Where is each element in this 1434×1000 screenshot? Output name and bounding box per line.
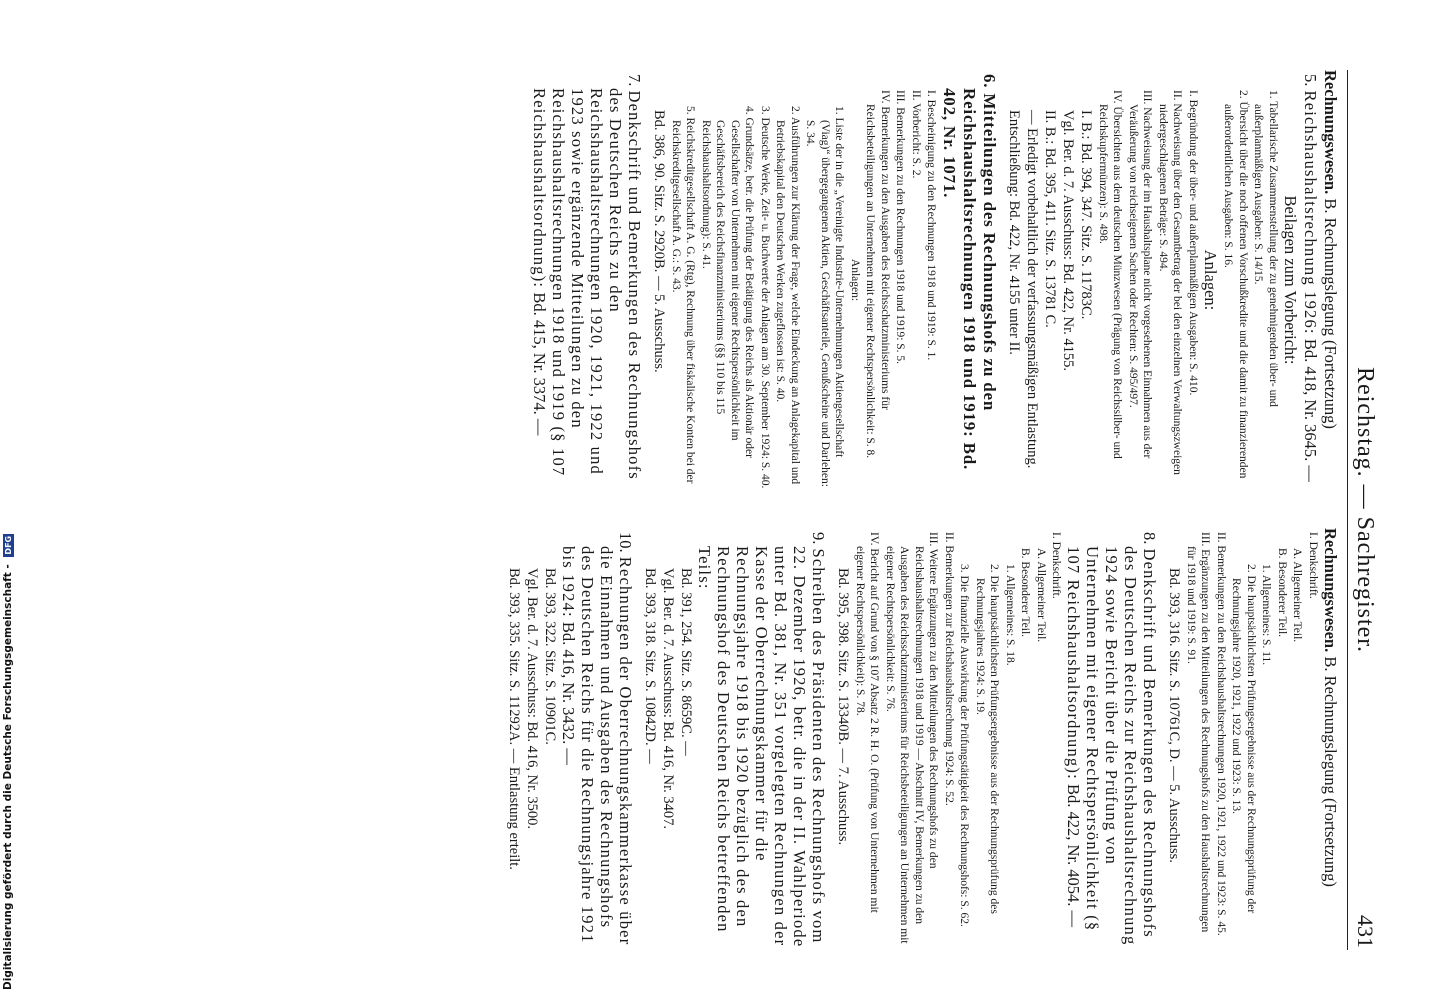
anlage-item: 4. Grundsätze, betr. die Prüfung der Betätigung des Reichs als Aktionär oder Gesellschafter von Unternehmen mit eigener Rechtspersönlichkeit im Geschäftsbereich des Reichsfinanzministeriums (§§ 110 bis 115 Reichshaushaltsordnung): S. 41.: [700, 106, 756, 458]
right-column: [505, 528, 1341, 948]
citation: Bd. 395, 398. Sitz. S. 13340B. — 7. Ausschuss.: [835, 568, 852, 846]
outline-item: II. Bemerkungen zu den Reichshaushaltsrechnungen 1920, 1921, 1922 und 1923: S. 45.: [1215, 532, 1227, 936]
entry-9-text: Schreiben des Präsidenten des Rechnungshofs vom 22. Dezember 1926, betr. die in der II. Wahlperiode unter Bd. 381, Nr. 351 vorgelegten Rechnungen der Kasse der Oberrechnungskammer für die Rechnungsjahre 1918 bis 1920 bezüglich des den Rechnungshof des Deutschen Reichs betreffenden Teils:: [695, 546, 829, 948]
anlage-item: 5. Reichskreditgesellschaft A. G. (Rtg), Rechnung über fiskalische Konten bei der Reichskreditgesellschaft A. G.: S. 43.: [670, 106, 697, 484]
section-heading-rest: B. Rechnungslegung (Fortsetzung): [1321, 656, 1340, 887]
outline-item: 1. Allgemeines: S. 18.: [1004, 564, 1016, 666]
citation: Bd. 393, 316. Sitz. S. 10761C, D. — 5. Ausschuss.: [1166, 568, 1183, 863]
outline-item: A. Allgemeiner Teil.: [1035, 548, 1047, 643]
anlage-item: 3. Deutsche Werke, Zeit- u. Buchwerte der Anlagen am 30. September 1924: S. 40.: [759, 106, 771, 489]
citation: Bd. 393, 322. Sitz. S. 10901C.: [542, 568, 559, 745]
outline-item: I. Denkschrift.: [1307, 532, 1319, 599]
entry-6-title: Mitteilungen des Rechnungshofs zu den Reichshaushaltsrechnungen 1918 und 1919:: [960, 88, 1000, 438]
entry-5-ref: Bd. 418, Nr. 3645. —: [1301, 338, 1320, 482]
digitization-note: [2, 534, 14, 990]
entry-7-text: Denkschrift und Bemerkungen des Rechnungshofs des Deutschen Reichs zu den Reichshaushaltsrechnungen 1920, 1921, 1922 und 1923 sowie ergänzende Mitteilungen zu den Reichshaushaltsrechnungen 1918 und 1919 (§ 107 Reichshaushaltsordnung):: [530, 88, 645, 480]
beilagen-heading: Beilagen zum Vorbericht:: [1281, 195, 1300, 365]
outline-item: B. Besonderer Teil.: [1019, 548, 1032, 638]
running-header: [1347, 70, 1382, 950]
running-title: Reichstag. — Sachregister.: [1352, 367, 1378, 653]
outline-item: III. Weitere Ergänzungen zu den Mitteilungen des Rechnungshofs zu den Reichshaushaltsrechnungen 1918 und 1919 — Abschnitt IV, Bemerkungen zu den Ausgaben des Reichsschatzministeriums für Reichsbeteiligungen an Unternehmen mit eigener Rechtspersönlichkeit: S. 76.: [884, 532, 940, 944]
entry-7: 7. Denkschrift und Bemerkungen des Rechnungshofs des Deutschen Reichs zu den Reichshaushaltsrechnungen 1920, 1921, 1922 und 1923 sowie ergänzende Mitteilungen zu den Reichshaushaltsrechnungen 1918 und 1919 (§ 107 Reichshaushaltsordnung): Bd. 415, Nr. 3374. —: [530, 74, 645, 480]
entry-10: 10. Rechnungen der Oberrechnungskammerkasse über die Einnahmen und Ausgaben des Rechnungshofs des Deutschen Reichs für die Rechnungsjahre 1921 bis 1924: Bd. 416, Nr. 3432. —: [559, 532, 636, 946]
part-item: III. Bemerkungen zu den Rechnungen 1918 und 1919: S. 5.: [894, 90, 907, 365]
citation: Vgl. Ber. d. 7. Ausschuss: Bd. 416, Nr. 3407.: [660, 568, 677, 830]
beilage-item: 2. Übersicht über die noch offenen Vorschußkredite und die damit zu finanzierenden außerordentlichen Ausgaben: S. 16.: [1222, 90, 1249, 479]
part-item: IV. Bemerkungen zu den Ausgaben des Reichsschatzministeriums für Reichsbeteiligungen an Unternehmen mit eigener Rechtspersönlichkeit: S. 8.: [864, 90, 891, 459]
citation: Bd. 393, 318. Sitz. S. 10842D. —: [642, 568, 659, 764]
citation: Bd. 391, 254. Sitz. S. 8659C. —: [678, 568, 695, 756]
entry-8-text: Denkschrift und Bemerkungen des Rechnungshofs des Deutschen Reichs zur Reichshaushaltsrechnung 1924 sowie Bericht über die Prüfung von Unternehmen mit eigener Rechtspersönlichkeit (§ 107 Reichshaushaltsordnung):: [1064, 546, 1160, 946]
anlage-item: II. Nachweisung über den Gesamtbetrag der bei den einzelnen Verwaltungszweigen niedergeschlagenen Beträge: S. 494.: [1157, 90, 1184, 475]
left-column: [530, 70, 1341, 490]
entry-8: 8. Denkschrift und Bemerkungen des Rechnungshofs des Deutschen Reichs zur Reichshaushaltsrechnung 1924 sowie Bericht über die Prüfung von Unternehmen mit eigener Rechtspersönlichkeit (§ 107 Reichshaushaltsordnung): Bd. 422, Nr. 4054. —: [1064, 532, 1160, 946]
citation: II. B.: Bd. 395, 411. Sitz. S. 13781 C.: [1042, 110, 1059, 328]
dfg-logo-icon: DFG: [4, 535, 13, 555]
anlage-item: III. Nachweisung der im Haushaltsplane nicht vorgesehenen Einnahmen aus der Veräußerung von reichseigenen Sachen oder Rechten: S. 495/497.: [1127, 90, 1154, 459]
entry-9: 9. Schreiben des Präsidenten des Rechnungshofs vom 22. Dezember 1926, betr. die in der II. Wahlperiode unter Bd. 381, Nr. 351 vorgelegten Rechnungen der Kasse der Oberrechnungskammer für die Rechnungsjahre 1918 bis 1920 bezüglich des den Rechnungshof des Deutschen Reichs betreffenden Teils:: [695, 532, 829, 948]
outline-item: B. Besonderer Teil.: [1276, 548, 1288, 638]
entry-10-ref: Bd. 416, Nr. 3432. —: [559, 621, 579, 765]
anlagen-heading: Anlagen:: [849, 258, 861, 302]
anlage-item: 2. Ausführungen zur Klärung der Frage, welche Eindeckung an Anlagekapital und Betriebskapital den Deutschen Werken zugeflossen ist: S. 40.: [774, 106, 801, 485]
beilage-item: 1. Tabellarische Zusammenstellung der zu genehmigenden über- und außerplanmäßigen Ausgaben: S. 14/15.: [1252, 90, 1279, 407]
entry-5-title: Reichshaushaltsrechnung 1926:: [1301, 90, 1320, 335]
entry-5: 5. Reichshaushaltsrechnung 1926: Bd. 418, Nr. 3645. —: [1301, 74, 1320, 482]
outline-item: I. Denkschrift.: [1050, 532, 1063, 599]
citation: Bd. 393, 335. Sitz. S. 11292A. — Entlastung erteilt.: [506, 568, 523, 870]
outline-item: A. Allgemeiner Teil.: [1291, 548, 1304, 643]
anlage-item: I. Begründung der über- und außerplanmäßigen Ausgaben: S. 410.: [1187, 90, 1199, 396]
outline-item: II. Bemerkungen zur Reichshaushaltsrechnung 1924: S. 52.: [943, 532, 955, 806]
outline-item: 3. Die finanzielle Auswirkung der Prüfungstätigkeit des Rechnungshofs: S. 62.: [958, 564, 971, 927]
outline-item: 2. Die hauptsächlichsten Prüfungsergebnisse aus der Rechnungsprüfung der Rechnungsjahre 1920, 1921, 1922 und 1923: S. 13.: [1230, 564, 1257, 914]
part-item: II. Vorbericht: S. 2.: [910, 90, 922, 179]
outline-item: III. Ergänzungen zu den Mitteilungen des Rechnungshofs zu den Haushaltsrechnungen für 1918 und 1919: S. 91.: [1185, 532, 1212, 933]
entry-8-ref: Bd. 422, Nr. 4054. —: [1064, 784, 1084, 928]
citation: — Erledigt vorbehaltlich der verfassungsmäßigen Entlastung.: [1024, 110, 1041, 469]
entry-7-ref: Bd. 415, Nr. 3374. —: [530, 292, 550, 436]
outline-item: 1. Allgemeines: S. 11.: [1260, 564, 1273, 666]
citation: I. B.: Bd. 394, 347. Sitz. S. 11783C.: [1078, 110, 1095, 320]
section-heading: Rechnungswesen.: [1321, 528, 1340, 653]
citation: Vgl. Ber. d. 7. Ausschuss: Bd. 422, Nr. 4155.: [1060, 110, 1077, 372]
outline-item: IV. Bericht auf Grund von § 107 Absatz 2 R. H. O. (Prüfung von Unternehmen mit eigener Rechtspersönlichkeit): S. 78.: [854, 532, 881, 913]
section-heading-rest: B. Rechnungslegung (Fortsetzung): [1321, 198, 1340, 429]
entry-6-ref: Bd. 402, Nr. 1071.: [940, 88, 980, 471]
section-heading: Rechnungswesen.: [1321, 70, 1340, 195]
outline-item: 2. Die hauptsächlichsten Prüfungsergebnisse aus der Rechnungsprüfung des Rechnungsjahres 1924: S. 19.: [974, 564, 1001, 914]
digitization-note-text: Digitalisierung gefördert durch die Deutsche Forschungsgemeinschaft -: [2, 564, 14, 990]
anlage-item: 1. Liste der in die „Vereinigte Industrie-Unternehmungen Aktiengesellschaft (Viag)“ übergegangenen Aktien, Geschäftsanteile, Genußscheine und Darlehen: S. 34.: [804, 106, 846, 487]
anlagen-heading: Anlagen:: [1201, 249, 1220, 311]
entry-10-text: Rechnungen der Oberrechnungskammerkasse über die Einnahmen und Ausgaben des Rechnungshofs des Deutschen Reichs für die Rechnungsjahre 1921 bis 1924:: [559, 546, 636, 946]
anlage-item: IV. Übersichten aus dem deutschen Münzwesen (Prägung von Reichssilber- und Reichskupfermünzen): S. 498.: [1097, 90, 1124, 459]
citation: Entschließung: Bd. 422, Nr. 4155 unter II.: [1006, 110, 1023, 355]
citation: Bd. 386, 90. Sitz. S. 2920B. — 5. Ausschuss.: [651, 110, 668, 373]
part-item: I. Bescheinigung zu den Rechnungen 1918 und 1919: S. 1.: [925, 90, 938, 361]
page-number: 431: [1353, 915, 1378, 948]
citation: Vgl. Ber. d. 7. Ausschuss: Bd. 416, Nr. 3500.: [524, 568, 541, 830]
entry-6: 6. Mitteilungen des Rechnungshofs zu den Reichshaushaltsrechnungen 1918 und 1919: Bd. 402, Nr. 1071.: [940, 74, 1000, 471]
